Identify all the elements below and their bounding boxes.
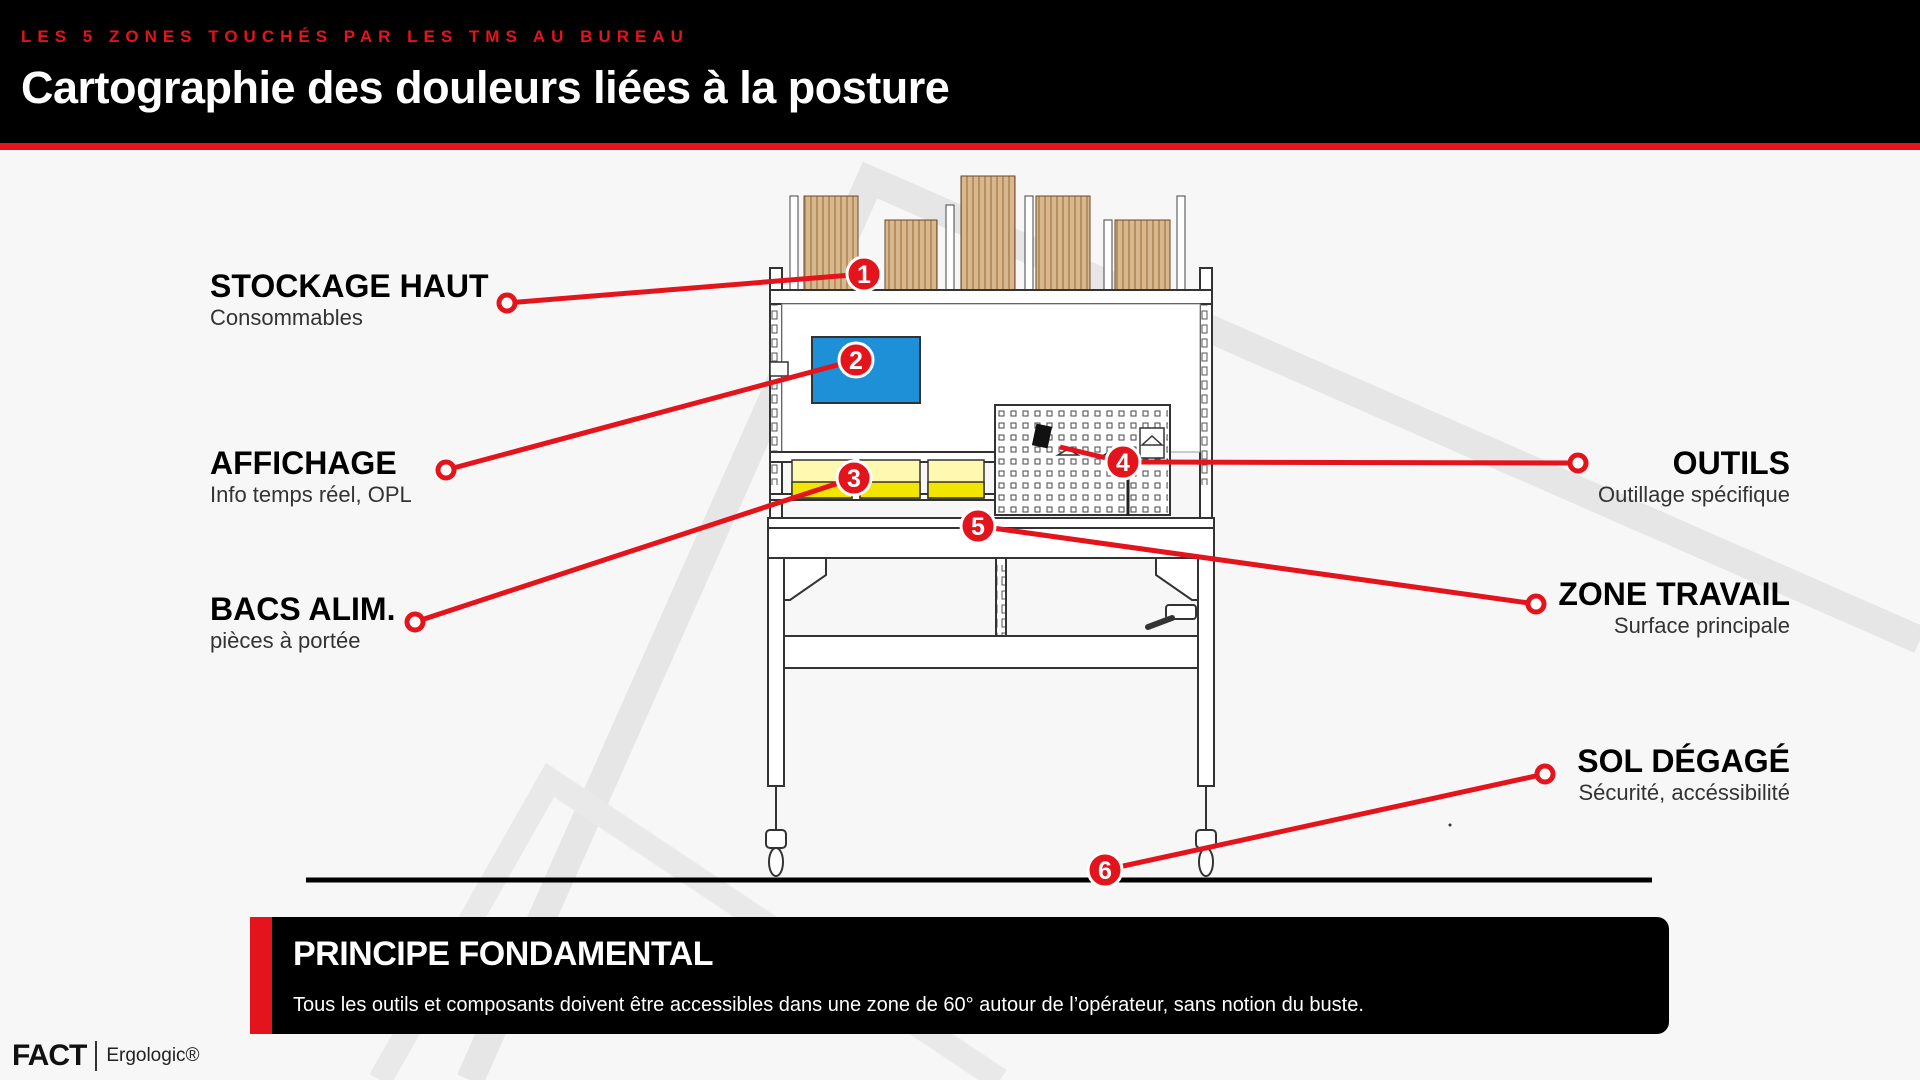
zone-desc: Outillage spécifique bbox=[1597, 482, 1790, 507]
marker-1 bbox=[847, 257, 881, 291]
brand-separator bbox=[95, 1041, 97, 1071]
brand-subtitle: Ergologic® bbox=[106, 1045, 200, 1066]
zone-label-zone-travail bbox=[1558, 576, 1790, 640]
zone-desc: Consommables bbox=[210, 305, 363, 330]
feed-bins bbox=[792, 460, 984, 498]
principle-text: Tous les outils et composants doivent être accessibles dans une zone de 60° autour de l’opérateur, sans notion du buste. bbox=[293, 994, 1364, 1016]
zone-label-sol-degage bbox=[1577, 743, 1790, 807]
endpoint-6 bbox=[1537, 766, 1553, 782]
endpoint-5 bbox=[1528, 596, 1544, 612]
zone-label-stockage-haut bbox=[210, 268, 489, 332]
page-title: Cartographie des douleurs liées à la posture bbox=[21, 62, 950, 113]
stray-dot bbox=[1449, 824, 1452, 827]
marker-1-number: 1 bbox=[857, 261, 871, 289]
footer-brand bbox=[12, 1036, 200, 1076]
principle-title: PRINCIPE FONDAMENTAL bbox=[293, 935, 714, 973]
endpoint-4 bbox=[1570, 455, 1586, 471]
marker-6 bbox=[1088, 853, 1122, 887]
zone-label-bacs-alim bbox=[210, 591, 395, 655]
zone-label-affichage bbox=[210, 445, 412, 509]
zone-label-outils bbox=[1598, 445, 1790, 509]
endpoint-1 bbox=[499, 295, 515, 311]
marker-6-number: 6 bbox=[1098, 857, 1112, 885]
marker-2-number: 2 bbox=[849, 347, 863, 375]
zone-name: STOCKAGE HAUT bbox=[210, 268, 489, 304]
marker-3-number: 3 bbox=[847, 465, 861, 493]
zone-desc: Sécurité, accéssibilité bbox=[1578, 780, 1790, 805]
zone-name: SOL DÉGAGÉ bbox=[1577, 743, 1790, 779]
zone-desc: Info temps réel, OPL bbox=[210, 482, 412, 507]
zone-desc: Surface principale bbox=[1613, 613, 1790, 638]
endpoint-2 bbox=[438, 462, 454, 478]
zone-name: AFFICHAGE bbox=[210, 445, 397, 481]
marker-4-number: 4 bbox=[1116, 449, 1130, 477]
principle-box bbox=[250, 917, 1669, 1034]
marker-5 bbox=[961, 509, 995, 543]
zone-name: OUTILS bbox=[1672, 445, 1790, 481]
marker-5-number: 5 bbox=[971, 513, 985, 541]
brand-logo: FACT bbox=[12, 1039, 87, 1072]
marker-4 bbox=[1106, 445, 1140, 479]
endpoint-3 bbox=[407, 614, 423, 630]
marker-2 bbox=[839, 343, 873, 377]
marker-3 bbox=[837, 461, 871, 495]
header-kicker: LES 5 ZONES TOUCHÉS PAR LES TMS AU BUREAU bbox=[21, 27, 689, 46]
principle-accent bbox=[250, 917, 272, 1034]
zone-name: ZONE TRAVAIL bbox=[1558, 576, 1790, 612]
zone-name: BACS ALIM. bbox=[210, 591, 396, 627]
zone-desc: pièces à portée bbox=[210, 628, 361, 653]
